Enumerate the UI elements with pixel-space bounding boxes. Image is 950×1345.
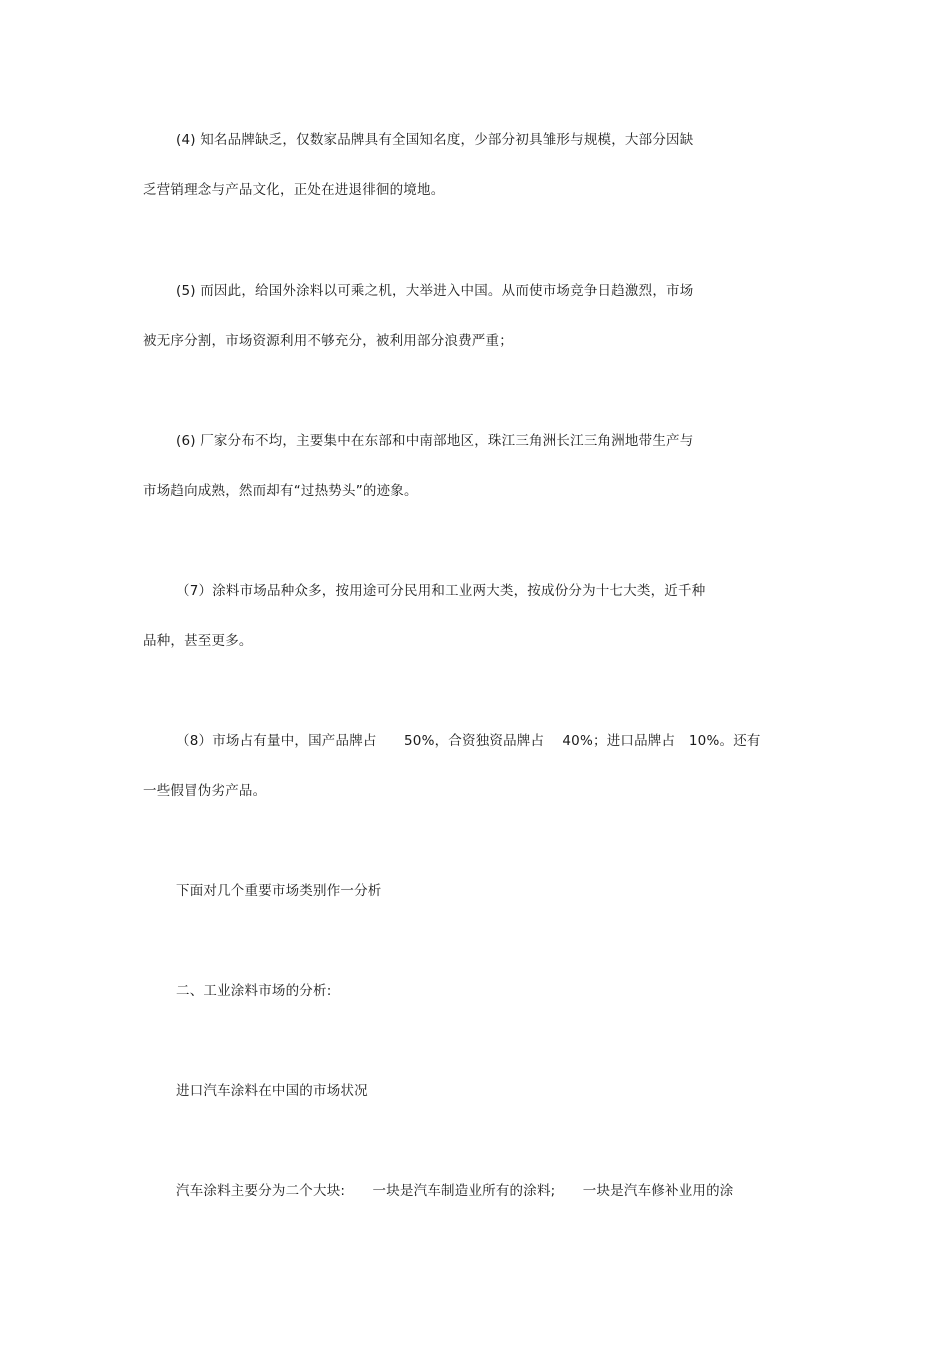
paragraph-4-line-1: (4) 知名品牌缺乏，仅数家品牌具有全国知名度，少部分初具雏形与规模，大部分因缺 (176, 132, 694, 148)
paragraph-5-line-1: (5) 而因此，给国外涂料以可乘之机，大举进入中国。从而使市场竞争日趋激烈，市场 (176, 283, 694, 299)
paragraph-7-line-1: （7）涂料市场品种众多，按用途可分民用和工业两大类，按成份分为十七大类，近千种 (176, 583, 706, 599)
section-heading-industrial-coatings: 二、工业涂料市场的分析: (176, 983, 332, 999)
subheading-imported-auto-coatings: 进口汽车涂料在中国的市场状况 (176, 1083, 368, 1099)
paragraph-8-line-2: 一些假冒伪劣产品。 (143, 783, 267, 799)
paragraph-5-line-2: 被无序分割，市场资源利用不够充分，被利用部分浪费严重； (143, 333, 513, 349)
paragraph-6-line-1: (6) 厂家分布不均，主要集中在东部和中南部地区，珠江三角洲长江三角洲地带生产与 (176, 433, 694, 449)
paragraph-6-line-2: 市场趋向成熟，然而却有“过热势头”的迹象。 (143, 483, 418, 499)
analysis-intro: 下面对几个重要市场类别作一分析 (176, 883, 382, 899)
paragraph-8-line-1: （8）市场占有量中，国产品牌占 50%，合资独资品牌占 40%；进口品牌占 10%。还有 (176, 733, 761, 749)
paragraph-4-line-2: 乏营销理念与产品文化，正处在进退徘徊的境地。 (143, 182, 445, 198)
paragraph-7-line-2: 品种，甚至更多。 (143, 633, 253, 649)
paragraph-auto-coatings-line-1: 汽车涂料主要分为二个大块: 一块是汽车制造业所有的涂料; 一块是汽车修补业用的涂 (176, 1183, 734, 1199)
